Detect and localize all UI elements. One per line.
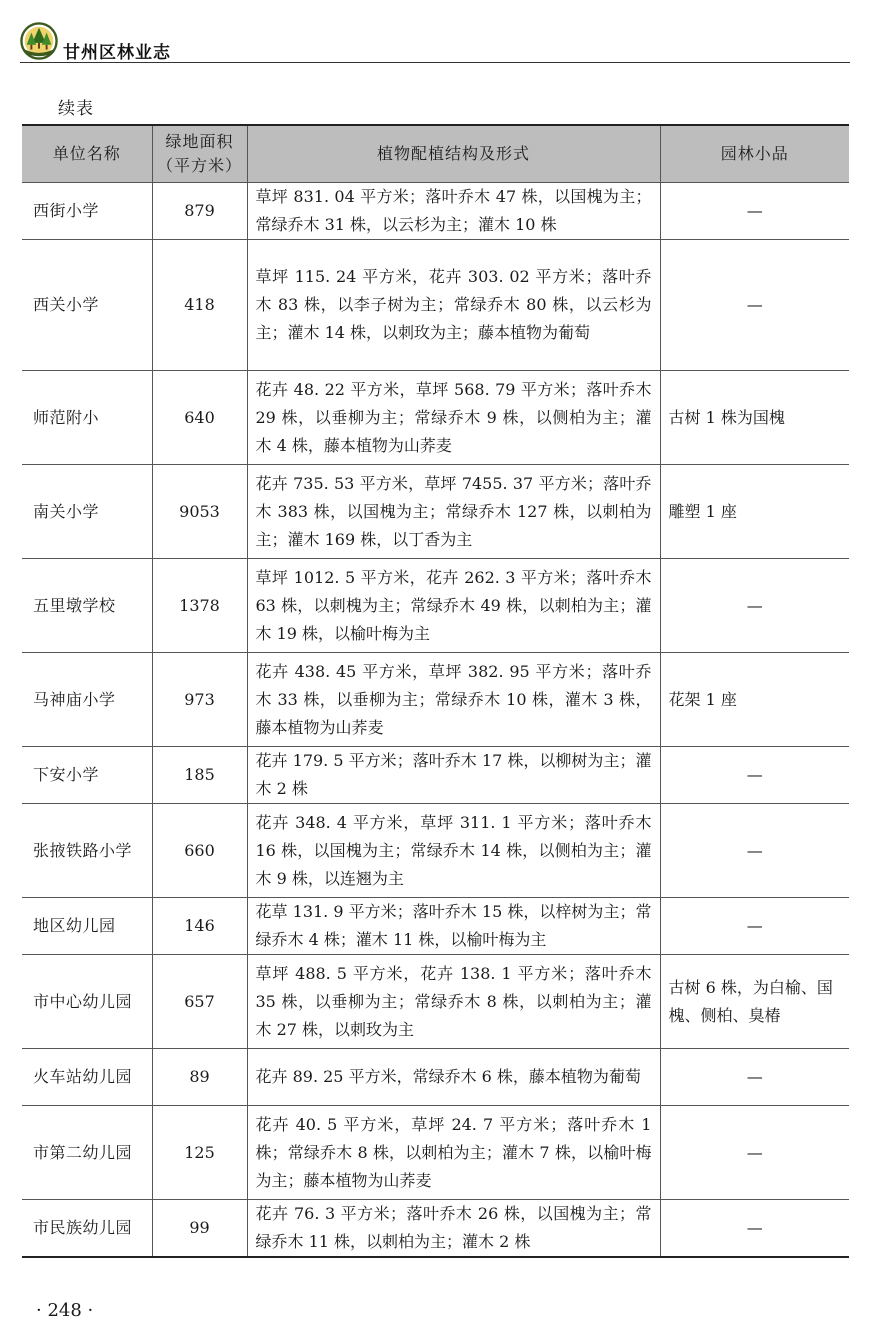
- table-header-row: [22, 125, 849, 183]
- cell-features: —: [660, 1049, 849, 1106]
- cell-unit: 西街小学: [22, 183, 152, 240]
- column-header-area-line1: 绿地面积: [165, 132, 234, 151]
- table-row: [22, 955, 849, 1049]
- cell-area: 640: [152, 371, 247, 465]
- cell-plants: 草坪 1012. 5 平方米，花卉 262. 3 平方米；落叶乔木 63 株，以刺槐为主；常绿乔木 49 株，以刺柏为主；灌木 19 株，以榆叶梅为主: [247, 559, 660, 653]
- table-row: [22, 804, 849, 898]
- cell-unit: 火车站幼儿园: [22, 1049, 152, 1106]
- running-header: [20, 20, 850, 64]
- column-header-area: [152, 125, 247, 183]
- green-space-table: [22, 124, 849, 1258]
- cell-features: —: [660, 804, 849, 898]
- cell-area: 1378: [152, 559, 247, 653]
- cell-area: 418: [152, 240, 247, 371]
- table-row: [22, 653, 849, 747]
- cell-plants: 花卉 348. 4 平方米，草坪 311. 1 平方米；落叶乔木 16 株，以国槐为主；常绿乔木 14 株，以侧柏为主；灌木 9 株，以连翘为主: [247, 804, 660, 898]
- cell-area: 185: [152, 747, 247, 804]
- cell-features: 花架 1 座: [660, 653, 849, 747]
- column-header-plants: 植物配植结构及形式: [247, 125, 660, 183]
- continued-label: 续表: [58, 99, 94, 119]
- table-row: [22, 559, 849, 653]
- table-row: [22, 1200, 849, 1258]
- cell-unit: 下安小学: [22, 747, 152, 804]
- cell-features: —: [660, 1106, 849, 1200]
- cell-unit: 马神庙小学: [22, 653, 152, 747]
- cell-features: —: [660, 1200, 849, 1258]
- cell-features: —: [660, 747, 849, 804]
- table-row: [22, 1106, 849, 1200]
- table-row: [22, 371, 849, 465]
- cell-area: 657: [152, 955, 247, 1049]
- table-row: [22, 465, 849, 559]
- cell-plants: 草坪 488. 5 平方米，花卉 138. 1 平方米；落叶乔木 35 株，以垂柳为主；常绿乔木 8 株，以刺柏为主；灌木 27 株，以刺玫为主: [247, 955, 660, 1049]
- cell-features: —: [660, 898, 849, 955]
- cell-unit: 张掖铁路小学: [22, 804, 152, 898]
- column-header-unit: 单位名称: [22, 125, 152, 183]
- cell-area: 973: [152, 653, 247, 747]
- cell-unit: 市第二幼儿园: [22, 1106, 152, 1200]
- cell-features: 雕塑 1 座: [660, 465, 849, 559]
- cell-unit: 师范附小: [22, 371, 152, 465]
- cell-plants: 花卉 89. 25 平方米，常绿乔木 6 株，藤本植物为葡萄: [247, 1049, 660, 1106]
- cell-area: 660: [152, 804, 247, 898]
- cell-area: 125: [152, 1106, 247, 1200]
- cell-features: —: [660, 183, 849, 240]
- cell-plants: 花草 131. 9 平方米；落叶乔木 15 株，以梓树为主；常绿乔木 4 株；灌木 11 株，以榆叶梅为主: [247, 898, 660, 955]
- cell-plants: 草坪 831. 04 平方米；落叶乔木 47 株，以国槐为主；常绿乔木 31 株，以云杉为主；灌木 10 株: [247, 183, 660, 240]
- cell-features: 古树 1 株为国槐: [660, 371, 849, 465]
- table-row: [22, 240, 849, 371]
- cell-unit: 地区幼儿园: [22, 898, 152, 955]
- cell-features: —: [660, 240, 849, 371]
- table-row: [22, 183, 849, 240]
- forest-logo-icon: [20, 22, 58, 60]
- cell-unit: 西关小学: [22, 240, 152, 371]
- cell-unit: 南关小学: [22, 465, 152, 559]
- page-number: · 248 ·: [36, 1300, 94, 1321]
- header-rule: [20, 62, 850, 63]
- cell-plants: 花卉 76. 3 平方米；落叶乔木 26 株，以国槐为主；常绿乔木 11 株，以刺柏为主；灌木 2 株: [247, 1200, 660, 1258]
- cell-unit: 市中心幼儿园: [22, 955, 152, 1049]
- cell-plants: 花卉 48. 22 平方米，草坪 568. 79 平方米；落叶乔木 29 株，以垂柳为主；常绿乔木 9 株，以侧柏为主；灌木 4 株，藤本植物为山荞麦: [247, 371, 660, 465]
- cell-plants: 花卉 40. 5 平方米，草坪 24. 7 平方米；落叶乔木 1 株；常绿乔木 8 株，以刺柏为主；灌木 7 株，以榆叶梅为主；藤本植物为山荞麦: [247, 1106, 660, 1200]
- cell-unit: 五里墩学校: [22, 559, 152, 653]
- cell-features: —: [660, 559, 849, 653]
- cell-area: 146: [152, 898, 247, 955]
- cell-features: 古树 6 株，为白榆、国槐、侧柏、臭椿: [660, 955, 849, 1049]
- table-row: [22, 1049, 849, 1106]
- cell-unit: 市民族幼儿园: [22, 1200, 152, 1258]
- cell-plants: 花卉 735. 53 平方米，草坪 7455. 37 平方米；落叶乔木 383 株，以国槐为主；常绿乔木 127 株，以刺柏为主；灌木 169 株，以丁香为主: [247, 465, 660, 559]
- column-header-features: 园林小品: [660, 125, 849, 183]
- table-row: [22, 747, 849, 804]
- cell-plants: 花卉 179. 5 平方米；落叶乔木 17 株，以柳树为主；灌木 2 株: [247, 747, 660, 804]
- cell-area: 9053: [152, 465, 247, 559]
- cell-plants: 草坪 115. 24 平方米，花卉 303. 02 平方米；落叶乔木 83 株，以李子树为主；常绿乔木 80 株，以云杉为主；灌木 14 株，以刺玫为主；藤本植物为葡萄: [247, 240, 660, 371]
- cell-area: 89: [152, 1049, 247, 1106]
- table-row: [22, 898, 849, 955]
- cell-plants: 花卉 438. 45 平方米，草坪 382. 95 平方米；落叶乔木 33 株，以垂柳为主；常绿乔木 10 株，灌木 3 株，藤本植物为山荞麦: [247, 653, 660, 747]
- book-title: 甘州区林业志: [63, 43, 171, 63]
- cell-area: 99: [152, 1200, 247, 1258]
- cell-area: 879: [152, 183, 247, 240]
- column-header-area-line2: （平方米）: [156, 156, 242, 175]
